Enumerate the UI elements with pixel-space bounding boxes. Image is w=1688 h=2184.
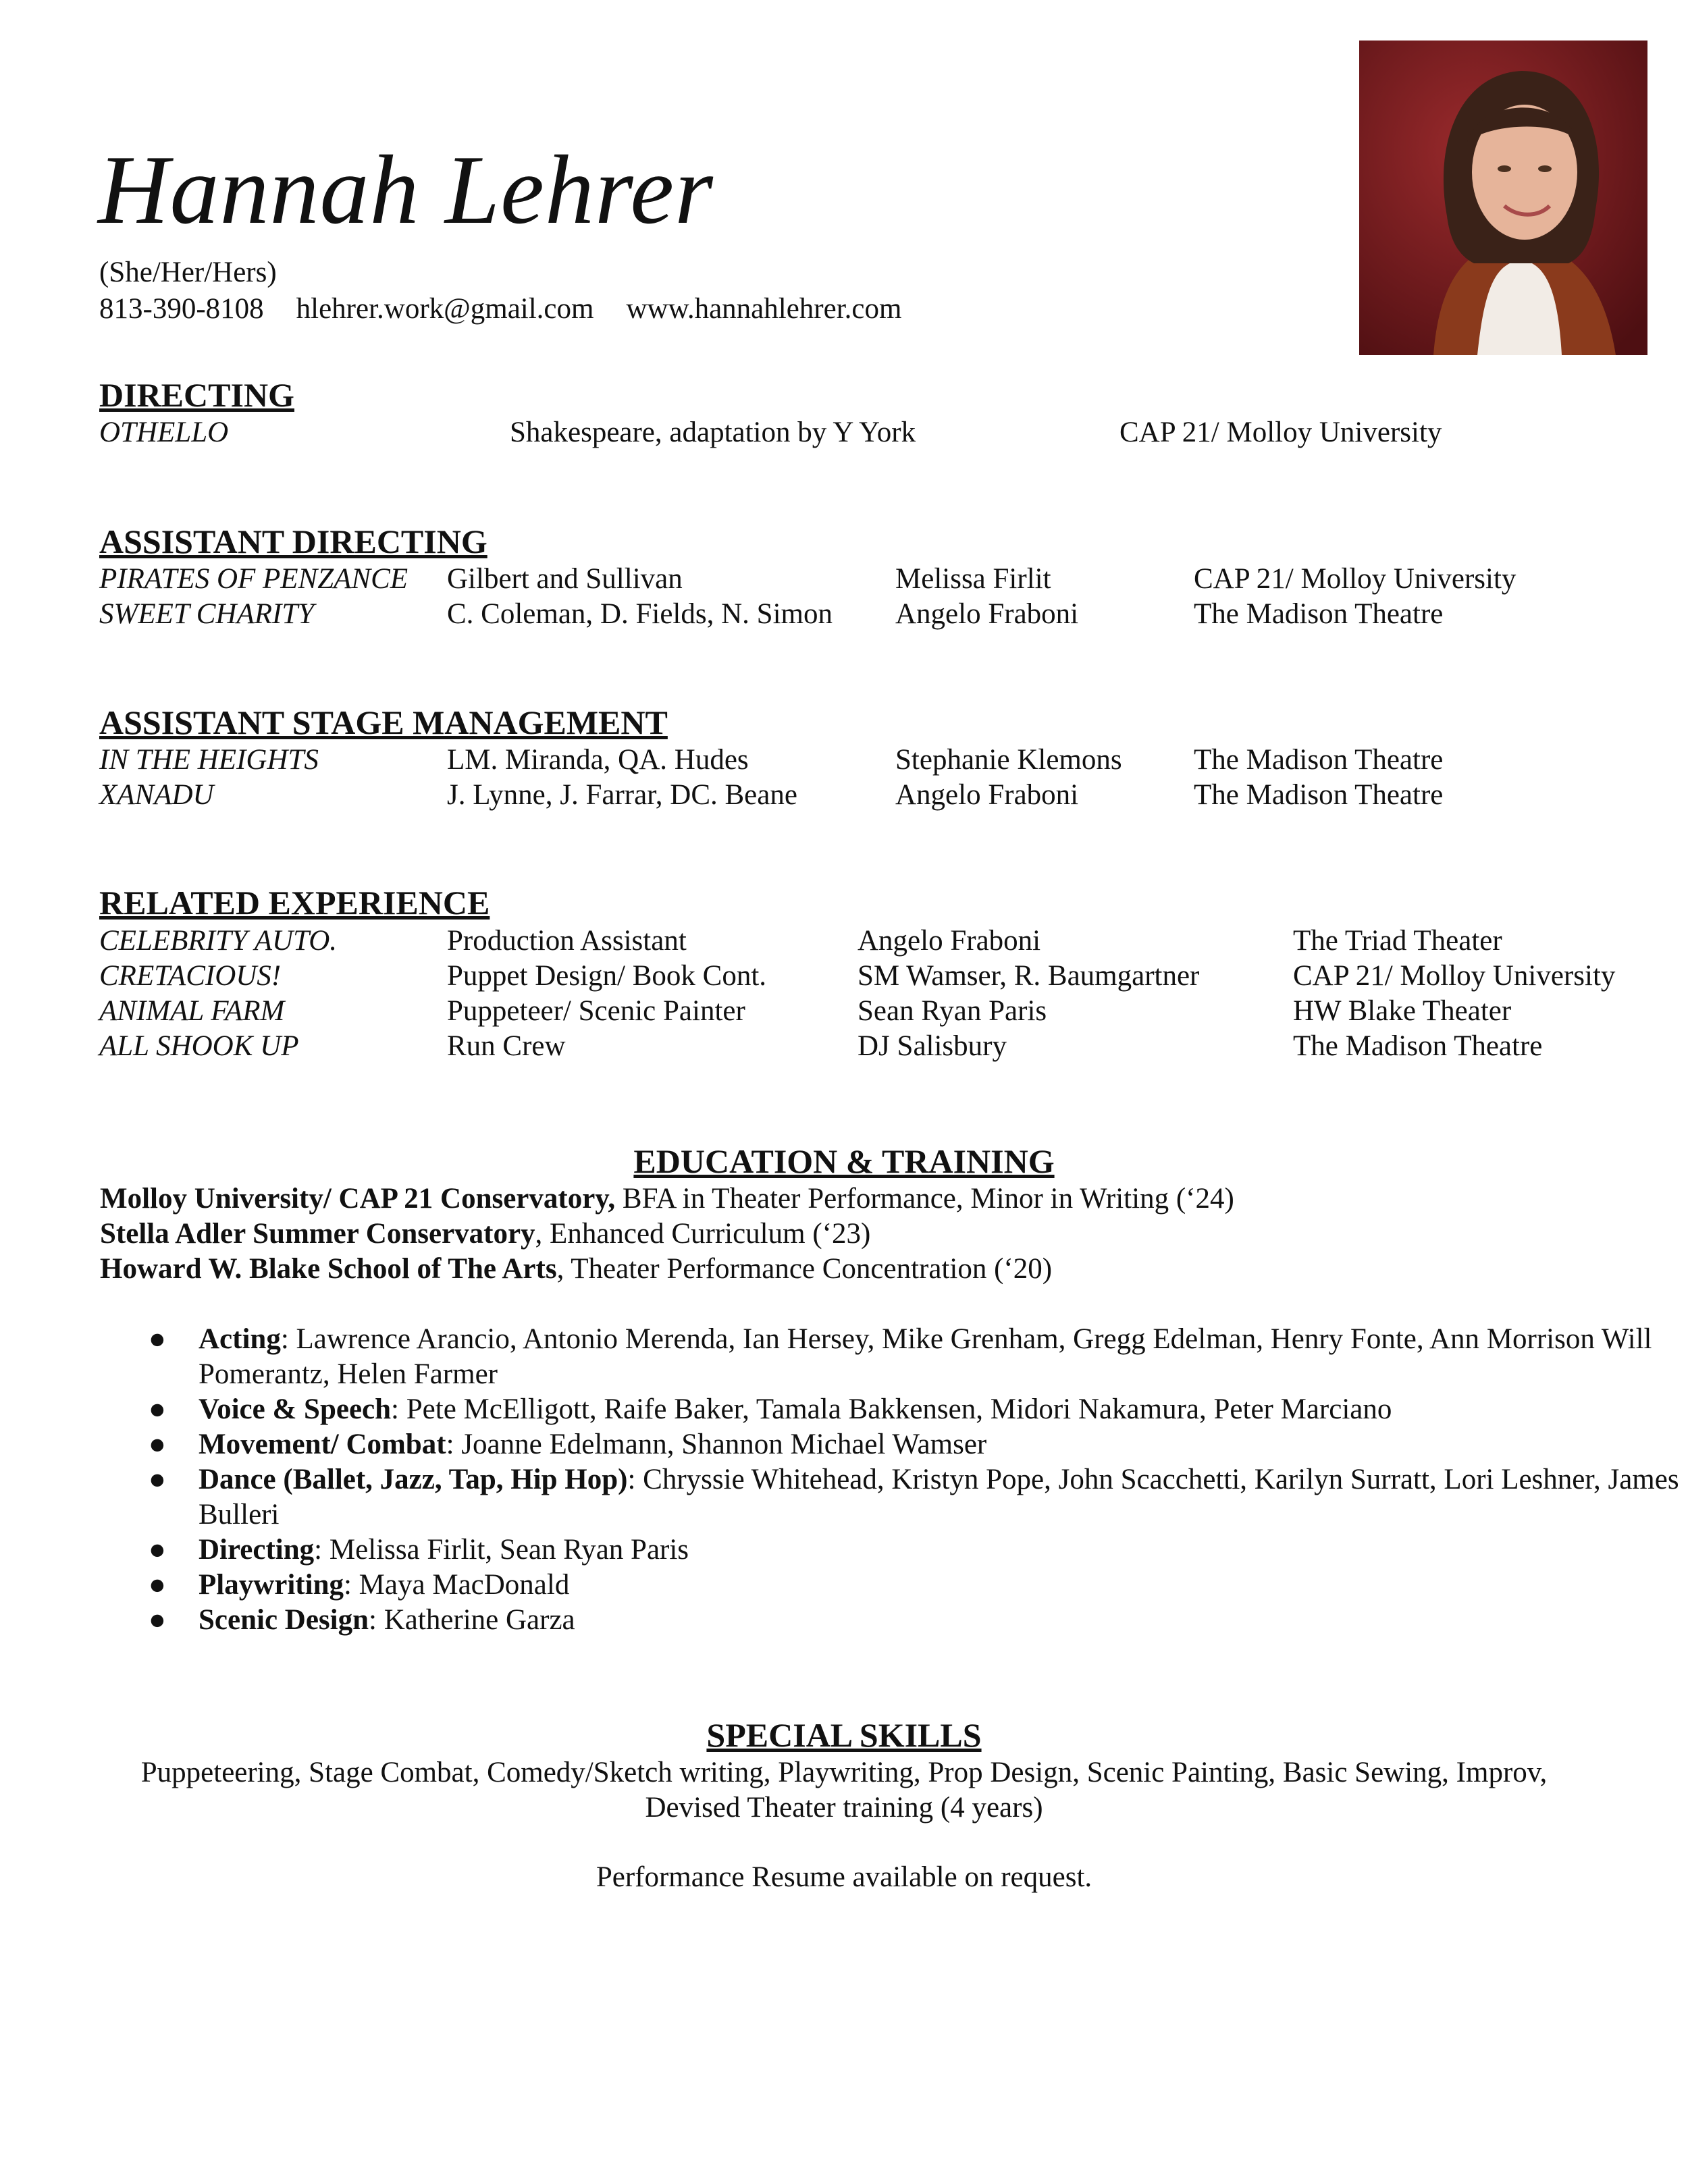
school-name: Molloy University/ CAP 21 Conservatory, xyxy=(100,1183,616,1215)
training-names: : Chryssie Whitehead, Kristyn Pope, John Scacchetti, Karilyn Surratt, Lori Leshner, James Bulleri xyxy=(199,1464,1679,1530)
related-row xyxy=(0,994,1688,1031)
related-row xyxy=(0,1029,1688,1066)
show-director: DJ Salisbury xyxy=(858,1030,1007,1062)
training-names: : Joanne Edelmann, Shannon Michael Wamser xyxy=(446,1429,987,1460)
show-venue: The Madison Theatre xyxy=(1194,779,1444,811)
headshot-photo xyxy=(1359,41,1647,355)
education-entry xyxy=(100,1217,870,1252)
training-label: Dance (Ballet, Jazz, Tap, Hip Hop) xyxy=(199,1464,628,1495)
training-label: Voice & Speech xyxy=(199,1393,392,1425)
education-entry xyxy=(100,1252,1052,1287)
bullet-icon: ● xyxy=(149,1569,166,1601)
show-director: Stephanie Klemons xyxy=(895,744,1122,776)
bullet-icon: ● xyxy=(149,1534,166,1566)
special-skills-heading: SPECIAL SKILLS xyxy=(706,1716,982,1754)
phone-number: 813-390-8108 xyxy=(99,293,264,325)
training-label: Scenic Design xyxy=(199,1604,369,1636)
bullet-icon: ● xyxy=(149,1604,166,1636)
bullet-icon: ● xyxy=(149,1464,166,1495)
assistant-directing-heading: ASSISTANT DIRECTING xyxy=(99,523,487,560)
show-title: ANIMAL FARM xyxy=(99,995,285,1027)
training-names: : Melissa Firlit, Sean Ryan Paris xyxy=(314,1534,689,1566)
show-title: PIRATES OF PENZANCE xyxy=(99,563,408,595)
show-title: SWEET CHARITY xyxy=(99,598,315,630)
resume-name: Hannah Lehrer xyxy=(98,135,714,244)
show-venue: The Madison Theatre xyxy=(1194,598,1444,630)
asm-row xyxy=(0,778,1688,815)
directing-heading: DIRECTING xyxy=(99,376,294,414)
bullet-icon: ● xyxy=(149,1393,166,1425)
education-heading: EDUCATION & TRAINING xyxy=(633,1142,1055,1180)
show-director: Angelo Fraboni xyxy=(895,598,1079,630)
show-venue: The Madison Theatre xyxy=(1293,1030,1543,1062)
school-detail: , Enhanced Curriculum (‘23) xyxy=(535,1218,871,1250)
education-entry xyxy=(100,1181,1234,1217)
show-author: Gilbert and Sullivan xyxy=(447,563,683,595)
asm-heading: ASSISTANT STAGE MANAGEMENT xyxy=(99,703,668,741)
assistant-directing-row xyxy=(0,562,1688,599)
school-name: Howard W. Blake School of The Arts xyxy=(100,1253,557,1285)
show-venue: HW Blake Theater xyxy=(1293,995,1512,1027)
training-names: : Katherine Garza xyxy=(369,1604,575,1636)
show-role: Run Crew xyxy=(447,1030,566,1062)
show-title: ALL SHOOK UP xyxy=(99,1030,299,1062)
show-director: SM Wamser, R. Baumgartner xyxy=(858,960,1200,992)
show-author: Shakespeare, adaptation by Y York xyxy=(510,417,916,448)
show-title: CRETACIOUS! xyxy=(99,960,282,992)
show-author: J. Lynne, J. Farrar, DC. Beane xyxy=(447,779,797,811)
show-role: Puppet Design/ Book Cont. xyxy=(447,960,767,992)
pronouns: (She/Her/Hers) xyxy=(99,257,277,288)
directing-row xyxy=(0,415,1688,452)
footer-note: Performance Resume available on request. xyxy=(596,1861,1092,1893)
bullet-icon: ● xyxy=(149,1323,166,1355)
show-title: XANADU xyxy=(99,779,214,811)
show-title: CELEBRITY AUTO. xyxy=(99,925,338,957)
show-director: Melissa Firlit xyxy=(895,563,1051,595)
show-director: Sean Ryan Paris xyxy=(858,995,1047,1027)
show-role: Production Assistant xyxy=(447,925,687,957)
related-row xyxy=(0,959,1688,996)
asm-row xyxy=(0,743,1688,780)
show-title: OTHELLO xyxy=(99,417,229,448)
show-venue: The Triad Theater xyxy=(1293,925,1502,957)
training-names: : Pete McElligott, Raife Baker, Tamala Bakkensen, Midori Nakamura, Peter Marciano xyxy=(391,1393,1392,1425)
training-label: Acting xyxy=(199,1323,281,1355)
school-detail: , Theater Performance Concentration (‘20) xyxy=(556,1253,1053,1285)
show-venue: The Madison Theatre xyxy=(1194,744,1444,776)
show-role: Puppeteer/ Scenic Painter xyxy=(447,995,745,1027)
assistant-directing-row xyxy=(0,597,1688,634)
school-name: Stella Adler Summer Conservatory xyxy=(100,1218,535,1250)
show-director: Angelo Fraboni xyxy=(895,779,1079,811)
bullet-icon: ● xyxy=(149,1429,166,1460)
show-author: LM. Miranda, QA. Hudes xyxy=(447,744,749,776)
training-label: Movement/ Combat xyxy=(199,1429,446,1460)
show-title: IN THE HEIGHTS xyxy=(99,744,319,776)
show-venue: CAP 21/ Molloy University xyxy=(1119,417,1442,448)
show-venue: CAP 21/ Molloy University xyxy=(1194,563,1516,595)
show-director: Angelo Fraboni xyxy=(858,925,1041,957)
training-names: : Maya MacDonald xyxy=(343,1569,570,1601)
related-row xyxy=(0,924,1688,961)
skills-line: Devised Theater training (4 years) xyxy=(645,1792,1043,1823)
show-venue: CAP 21/ Molloy University xyxy=(1293,960,1616,992)
training-label: Playwriting xyxy=(199,1569,344,1601)
training-label: Directing xyxy=(199,1534,315,1566)
contact-line xyxy=(99,292,934,327)
show-author: C. Coleman, D. Fields, N. Simon xyxy=(447,598,833,630)
skills-line: Puppeteering, Stage Combat, Comedy/Sketch writing, Playwriting, Prop Design, Scenic Painting, Basic Sewing, Improv, xyxy=(140,1757,1548,1788)
related-experience-heading: RELATED EXPERIENCE xyxy=(99,884,490,922)
school-detail: BFA in Theater Performance, Minor in Writing (‘24) xyxy=(615,1183,1234,1215)
email-address[interactable]: hlehrer.work@gmail.com xyxy=(296,293,594,325)
website-link[interactable]: www.hannahlehrer.com xyxy=(626,293,902,325)
training-names: : Lawrence Arancio, Antonio Merenda, Ian Hersey, Mike Grenham, Gregg Edelman, Henry Fonte, Ann Morrison Will Pomerantz, Helen Farmer xyxy=(199,1323,1652,1390)
